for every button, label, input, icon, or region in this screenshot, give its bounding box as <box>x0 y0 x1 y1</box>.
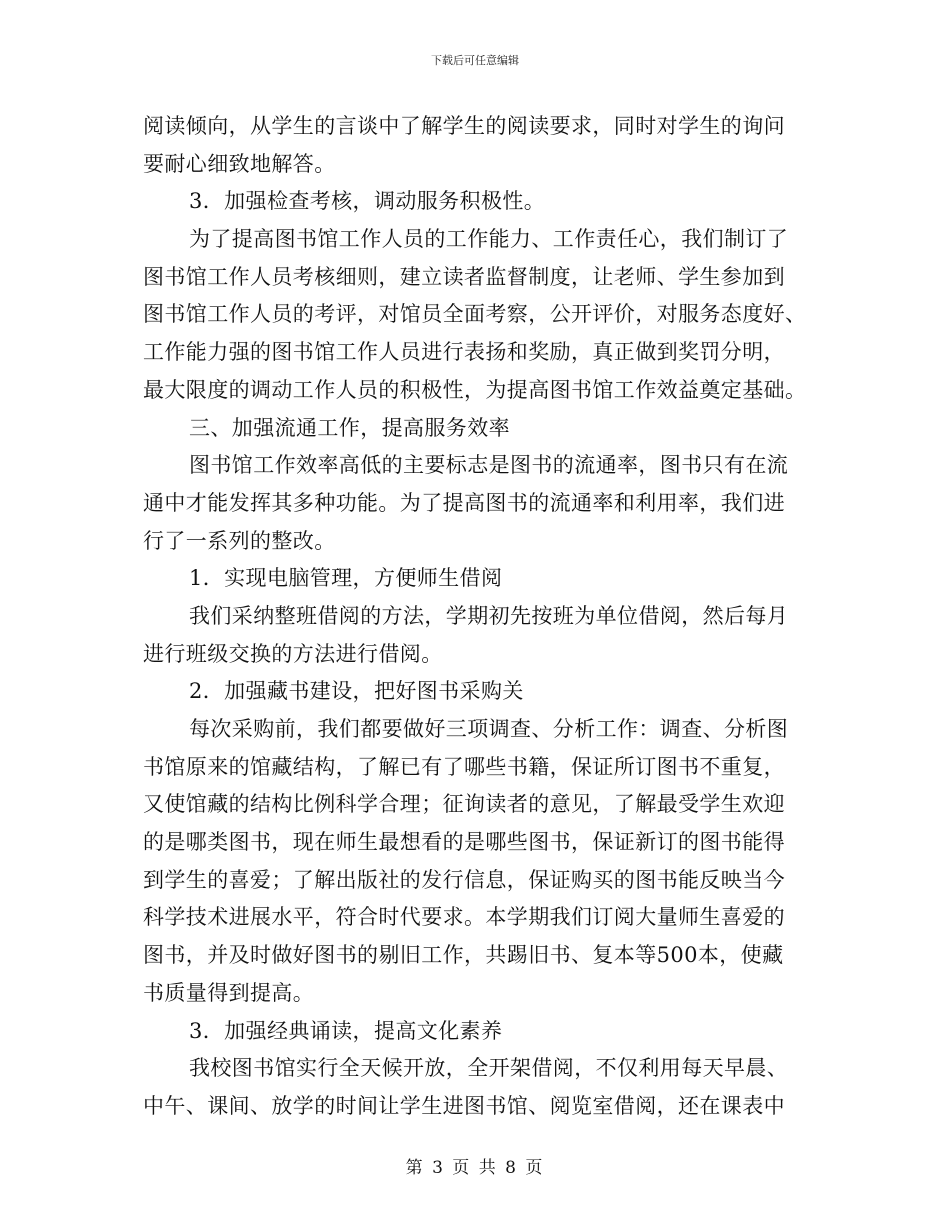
text-line: 行了一系列的整改。 <box>143 528 336 553</box>
text-line: 3．加强检查考核，调动服务积极性。 <box>189 189 546 214</box>
text-line: 进行班级交换的方法进行借阅。 <box>143 641 443 666</box>
text-line: 图书，并及时做好图书的剔旧工作，共踢旧书、复本等500本，使藏 <box>143 943 784 968</box>
text-line: 图书馆工作人员的考评，对馆员全面考察，公开评价，对服务态度好、 <box>143 302 807 327</box>
text-line: 中午、课间、放学的时间让学生进图书馆、阅览室借阅，还在课表中 <box>143 1093 785 1118</box>
text-line: 我们采纳整班借阅的方法，学期初先按班为单位借阅，然后每月 <box>189 603 789 628</box>
text-line: 又使馆藏的结构比例科学合理；征询读者的意见，了解最受学生欢迎 <box>143 792 785 817</box>
document-body <box>143 108 807 1126</box>
text-line: 我校图书馆实行全天候开放，全开架借阅，不仅利用每天早晨、 <box>189 1056 789 1081</box>
text-line: 三、加强流通工作，提高服务效率 <box>189 415 510 440</box>
page-footer: 第 3 页 共 8 页 <box>405 1158 545 1178</box>
page-header: 下载后可任意编辑 <box>431 54 519 67</box>
text-line: 科学技术进展水平，符合时代要求。本学期我们订阅大量师生喜爱的 <box>143 905 785 930</box>
text-line: 要耐心细致地解答。 <box>143 151 336 176</box>
text-line: 3．加强经典诵读，提高文化素养 <box>189 1018 503 1043</box>
text-line: 工作能力强的图书馆工作人员进行表扬和奖励，真正做到奖罚分明， <box>143 340 785 365</box>
text-line: 为了提高图书馆工作人员的工作能力、工作责任心，我们制订了 <box>189 227 789 252</box>
text-line: 图书馆工作效率高低的主要标志是图书的流通率，图书只有在流 <box>189 453 789 478</box>
text-line: 最大限度的调动工作人员的积极性，为提高图书馆工作效益奠定基础。 <box>143 377 807 402</box>
text-line: 1．实现电脑管理，方便师生借阅 <box>189 566 503 591</box>
text-line: 图书馆工作人员考核细则，建立读者监督制度，让老师、学生参加到 <box>143 264 785 289</box>
text-line: 每次采购前，我们都要做好三项调查、分析工作：调查、分析图 <box>189 717 789 741</box>
text-line: 阅读倾向，从学生的言谈中了解学生的阅读要求，同时对学生的询问 <box>143 114 785 138</box>
text-line: 的是哪类图书，现在师生最想看的是哪些图书，保证新订的图书能得 <box>143 830 785 855</box>
text-line: 书质量得到提高。 <box>143 980 315 1005</box>
text-line: 到学生的喜爱；了解出版社的发行信息，保证购买的图书能反映当今 <box>143 867 785 892</box>
text-line: 书馆原来的馆藏结构，了解已有了哪些书籍，保证所订图书不重复， <box>143 754 785 779</box>
text-line: 通中才能发挥其多种功能。为了提高图书的流通率和利用率，我们进 <box>143 490 785 515</box>
text-line: 2．加强藏书建设，把好图书采购关 <box>189 679 524 704</box>
